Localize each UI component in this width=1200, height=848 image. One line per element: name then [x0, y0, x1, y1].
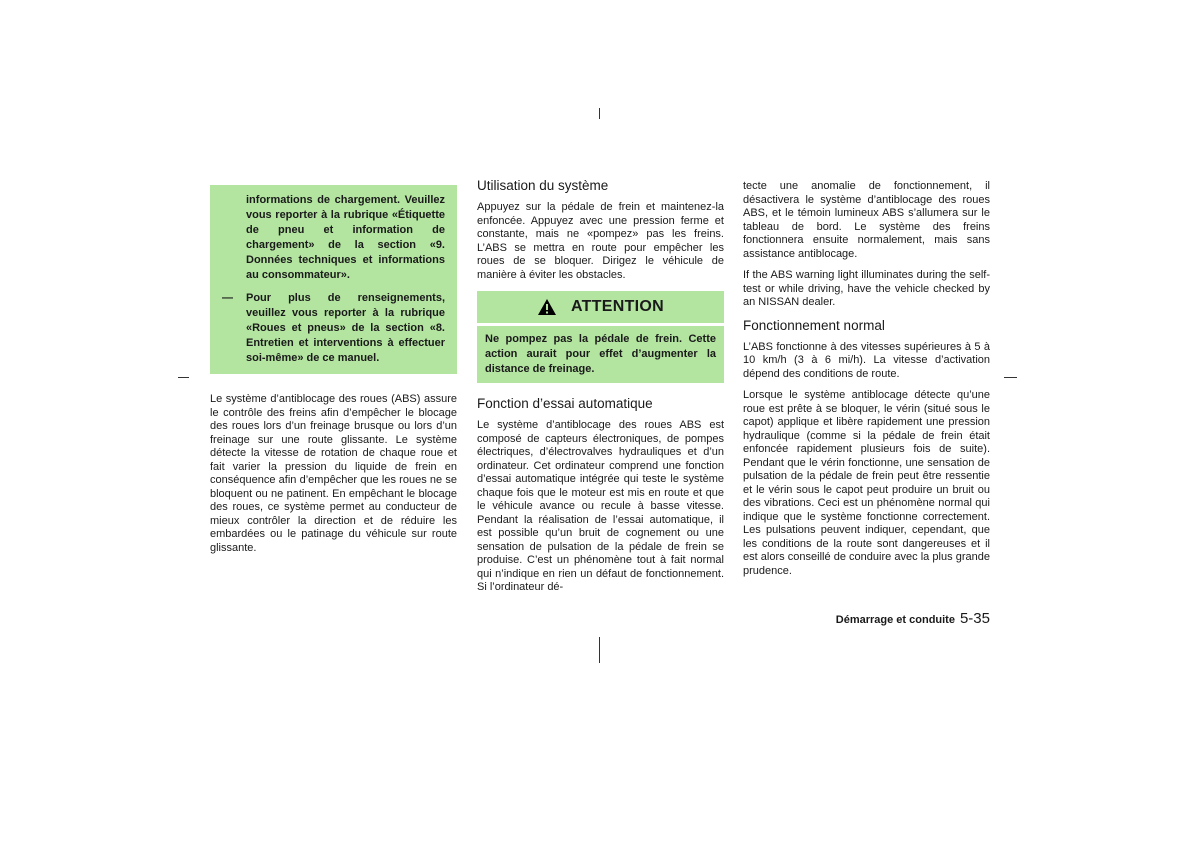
malfunction-paragraph: tecte une anomalie de fonctionnement, il désactivera le système d’antiblocage des roues ABS, et le témoin lumineux ABS s’allumera sur le tableau de bord. Le système des freins fonctionnera ensuite normalement, mais sans assistance antiblocage.	[743, 180, 990, 260]
attention-text: Ne pompez pas la pédale de frein. Cette action aurait pour effet d’augmenter la distance de freinage.	[477, 326, 724, 383]
note-text: Pour plus de renseignements, veuillez vous reporter à la rubrique «Roues et pneus» de la section «8. Entretien et interventions à effectuer soi-même» de ce manuel.	[246, 292, 445, 364]
crop-mark-top	[599, 108, 600, 119]
pulsation-paragraph: Lorsque le système antiblocage détecte qu’une roue est prête à se bloquer, le vérin (situé sous le capot) applique et libère rapidement une pression hydraulique (comme si la pédale de frein était enfoncée rapidement plusieurs fois de suite). Pendant que le vérin fonctionne, une sensation de pulsation de la pédale de frein peut être ressentie et le vérin sous le capot peut produire un bruit ou des vibrations. Ceci est un phénomène normal qui indique que le système fonctionne correctement. Les pulsations peuvent indiquer, cependant, que les conditions de la route sont dangereuses et il est alors conseillé de conduire avec la plus grande prudence.	[743, 389, 990, 577]
section-heading-self-test: Fonction d’essai automatique	[477, 396, 653, 411]
page-footer	[836, 610, 990, 627]
left-column	[210, 185, 457, 563]
note-item	[222, 193, 445, 283]
attention-title: ATTENTION	[570, 298, 665, 316]
crop-mark-right	[1004, 377, 1017, 378]
section-heading-usage: Utilisation du système	[477, 178, 609, 193]
right-column	[743, 180, 990, 586]
note-item	[222, 291, 445, 366]
section-heading-normal-operation: Fonctionnement normal	[743, 317, 885, 333]
loading-info-note	[210, 185, 457, 374]
crop-mark-bottom	[599, 637, 600, 663]
middle-column	[477, 178, 724, 603]
page-number: 5-35	[959, 610, 990, 627]
section-name: Démarrage et conduite	[835, 614, 955, 626]
warning-light-paragraph: If the ABS warning light illuminates during the self-test or while driving, have the vehicle checked by an NISSAN dealer.	[743, 269, 990, 308]
note-dash	[222, 193, 246, 283]
warning-triangle-icon	[537, 298, 557, 316]
note-dash: —	[222, 292, 233, 304]
crop-mark-left	[178, 377, 189, 378]
attention-header	[477, 291, 724, 323]
abs-intro-paragraph: Le système d’antiblocage des roues (ABS) assure le contrôle des freins afin d’empêcher le blocage des roues lors d’un freinage brusque ou lors d’un freinage sur une route glissante. Le système détecte la vitesse de rotation de chaque roue et fait varier la pression du liquide de frein en conséquence afin d’empêcher que les roues ne se bloquent ou ne patinent. En empêchant le blocage des roues, ce système permet au conducteur de mieux contrôler la direction et de réduire les embardées ou le patinage du véhicule sur route glissante.	[210, 393, 457, 554]
self-test-paragraph: Le système d’antiblocage des roues ABS est composé de capteurs électroniques, de pompes électriques, d’électrovalves hydrauliques et d’un ordinateur. Cet ordinateur comprend une fonction d’essai automatique intégrée qui teste le système chaque fois que le moteur est mis en route et que le véhicule avance ou recule à basse vitesse. Pendant la réalisation de l’essai automatique, il est possible qu’un bruit de cognement ou une sensation de pulsation de la pédale de frein se produise. C’est un phénomène tout à fait normal qui n’indique en rien un défaut de fonctionnement. Si l’ordinateur dé-	[477, 419, 724, 593]
attention-box	[477, 291, 724, 383]
note-text: informations de chargement. Veuillez vous reporter à la rubrique «Étiquette de pneu et information de chargement» de la section «9. Données techniques et informations au consommateur».	[246, 194, 445, 281]
speed-paragraph: L’ABS fonctionne à des vitesses supérieures à 5 à 10 km/h (3 à 6 mi/h). La vitesse d’activation dépend des conditions de route.	[743, 340, 990, 380]
usage-paragraph: Appuyez sur la pédale de frein et maintenez-la enfoncée. Appuyez avec une pression ferme et constante, mais ne «pompez» pas les freins. L’ABS se mettra en route pour empêcher les roues de se bloquer. Dirigez le véhicule de manière à éviter les obstacles.	[477, 201, 724, 281]
